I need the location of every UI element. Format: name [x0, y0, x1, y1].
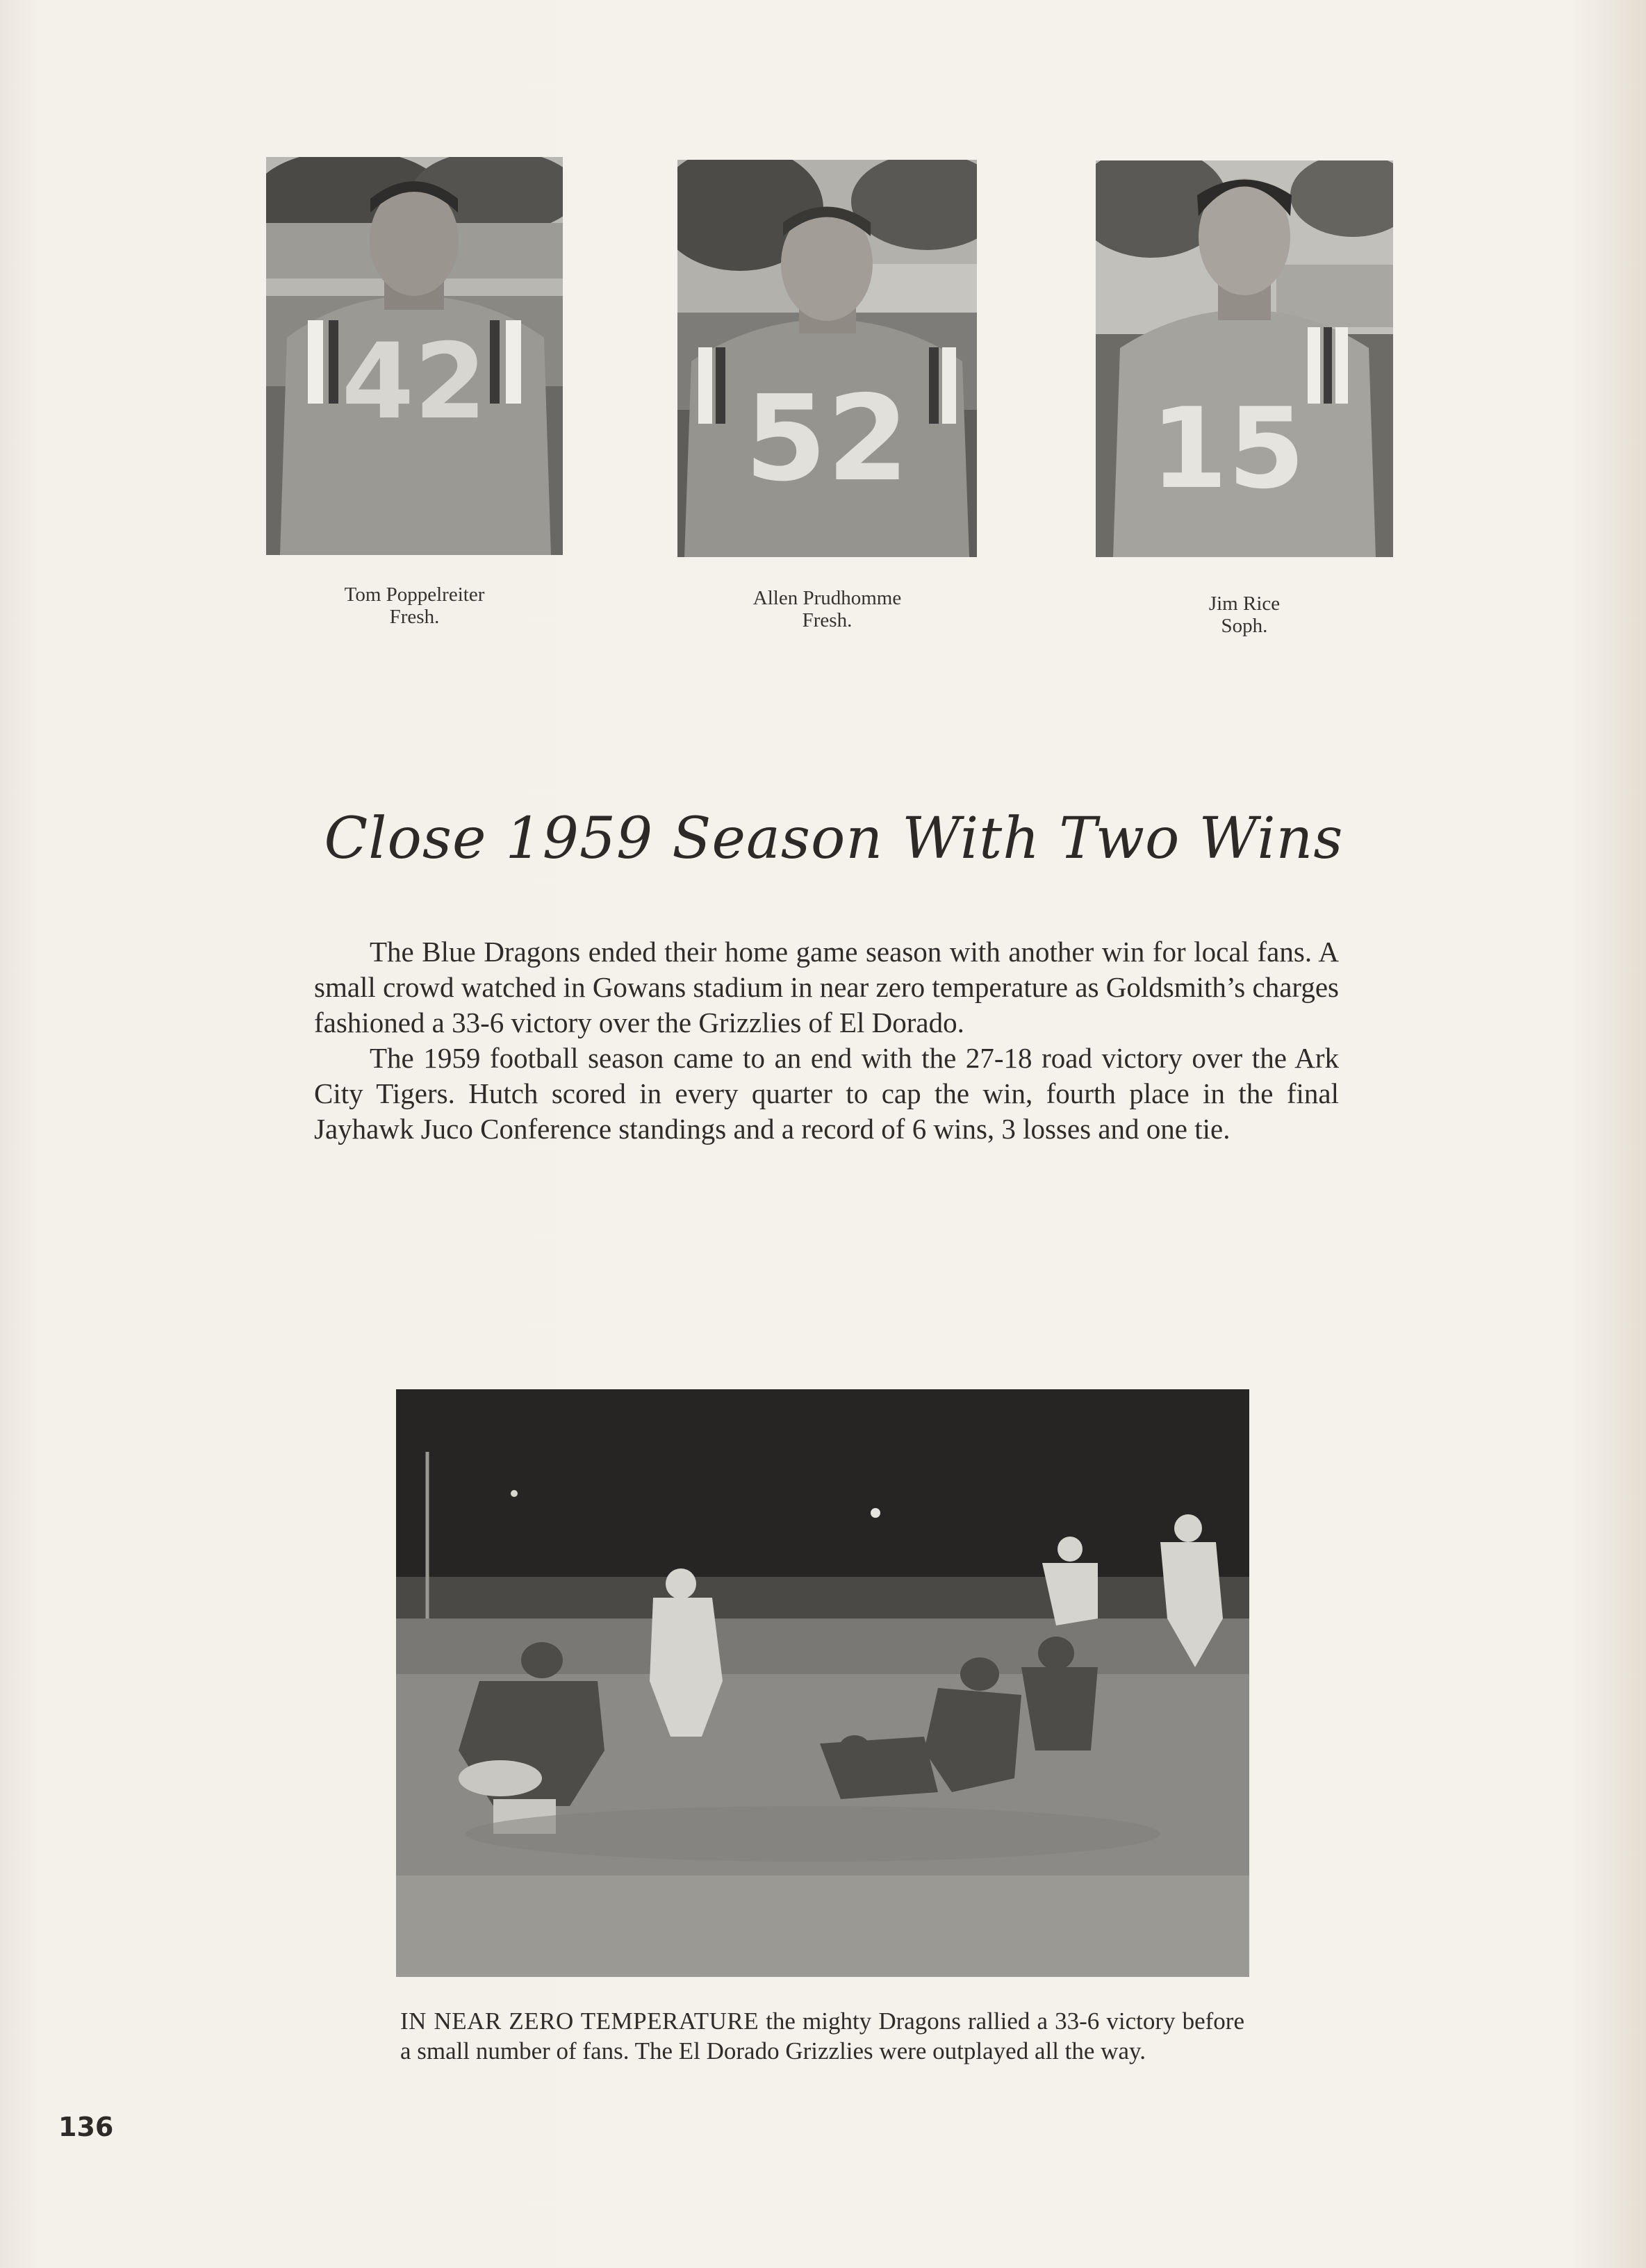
player-name: Allen Prudhomme	[752, 587, 902, 609]
player-class: Soph.	[1221, 615, 1268, 637]
article-paragraph-2: The 1959 football season came to an end with the 27-18 road victory over the Ark City Tigers. Hutch scored in every quarter to cap the win, fourth place in the final Jayhawk Juco Conference standings and a record of 6 wins, 3 losses and one tie.	[314, 1042, 1339, 1145]
player-class: Fresh.	[802, 609, 853, 631]
jersey-number-2: 52	[744, 370, 910, 508]
article-headline: Close 1959 Season With Two Wins	[324, 806, 1344, 872]
portrait-photo-1	[266, 157, 563, 555]
page-number: 136	[58, 2112, 114, 2142]
portrait-caption-2	[677, 587, 977, 631]
article-body	[314, 934, 1339, 1147]
caption-text: the mighty Dragons rallied a 33-6 victory before a small number of fans. The El Dorado Grizzlies were outplayed all the way.	[400, 2008, 1244, 2064]
player-name: Tom Poppelreiter	[344, 583, 485, 606]
jersey-number-1: 42	[341, 322, 487, 442]
jersey-number-3: 15	[1150, 383, 1306, 513]
caption-lead: IN NEAR ZERO TEMPERATURE	[400, 2008, 759, 2035]
portrait-caption-1	[266, 583, 563, 628]
action-photo-caption	[400, 2006, 1244, 2066]
portrait-photo-2	[677, 160, 977, 557]
player-class: Fresh.	[389, 606, 440, 628]
player-name: Jim Rice	[1208, 593, 1281, 615]
portrait-caption-3	[1096, 593, 1393, 637]
football-action-photo	[396, 1389, 1249, 1977]
article-paragraph-1: The Blue Dragons ended their home game season with another win for local fans. A small crowd watched in Gowans stadium in near zero temperature as Goldsmith’s charges fashioned a 33-6 victory over the Grizzlies of El Dorado.	[314, 936, 1339, 1038]
portrait-photo-3	[1096, 160, 1393, 557]
